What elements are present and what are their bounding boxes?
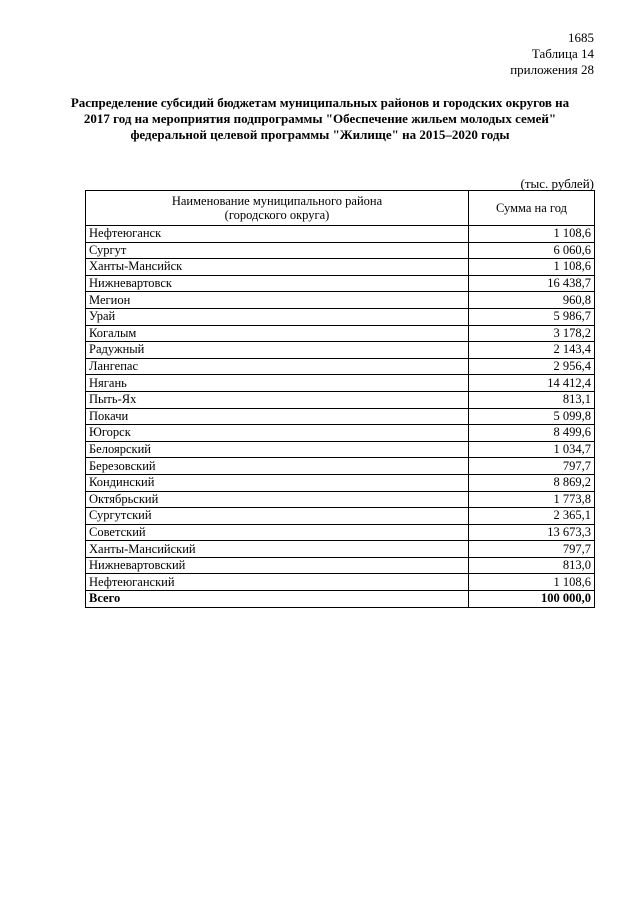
row-amount: 797,7 [469, 541, 595, 558]
total-row [86, 591, 595, 608]
row-amount: 5 986,7 [469, 308, 595, 325]
table-row [86, 441, 595, 458]
table-row [86, 474, 595, 491]
row-name: Когалым [86, 325, 469, 342]
table-row [86, 275, 595, 292]
units-label: (тыс. рублей) [520, 176, 594, 191]
row-amount: 1 108,6 [469, 226, 595, 243]
row-name: Нефтеюганский [86, 574, 469, 591]
row-name: Ханты-Мансийск [86, 259, 469, 276]
table-row [86, 391, 595, 408]
row-amount: 16 438,7 [469, 275, 595, 292]
table-header-row [86, 191, 595, 226]
row-amount: 813,0 [469, 557, 595, 574]
table-row [86, 557, 595, 574]
table-row [86, 491, 595, 508]
table-row [86, 375, 595, 392]
row-amount: 2 143,4 [469, 342, 595, 359]
table-row [86, 308, 595, 325]
row-amount: 1 034,7 [469, 441, 595, 458]
row-amount: 6 060,6 [469, 242, 595, 259]
row-amount: 1 773,8 [469, 491, 595, 508]
column-header-name-line2: (городского округа) [224, 208, 330, 222]
table-label: Таблица 14 [531, 46, 594, 61]
row-name: Нягань [86, 375, 469, 392]
row-amount: 813,1 [469, 391, 595, 408]
row-amount: 8 499,6 [469, 425, 595, 442]
page-number: 1685 [568, 30, 594, 45]
row-name: Лангепас [86, 358, 469, 375]
row-amount: 960,8 [469, 292, 595, 309]
table-row [86, 342, 595, 359]
row-name: Кондинский [86, 474, 469, 491]
row-name: Покачи [86, 408, 469, 425]
table-row [86, 425, 595, 442]
row-amount: 13 673,3 [469, 524, 595, 541]
row-name: Советский [86, 524, 469, 541]
row-name: Березовский [86, 458, 469, 475]
row-amount: 3 178,2 [469, 325, 595, 342]
row-name: Нефтеюганск [86, 226, 469, 243]
row-name: Пыть-Ях [86, 391, 469, 408]
row-name: Ханты-Мансийский [86, 541, 469, 558]
row-name: Октябрьский [86, 491, 469, 508]
total-label: Всего [86, 591, 469, 608]
row-amount: 1 108,6 [469, 574, 595, 591]
column-header-amount: Сумма на год [469, 191, 595, 226]
table-row [86, 325, 595, 342]
table-row [86, 508, 595, 525]
row-name: Нижневартовск [86, 275, 469, 292]
table-row [86, 524, 595, 541]
table-row [86, 358, 595, 375]
row-amount: 2 956,4 [469, 358, 595, 375]
table-row [86, 458, 595, 475]
row-name: Мегион [86, 292, 469, 309]
table-row [86, 242, 595, 259]
appendix-label: приложения 28 [510, 62, 594, 77]
subsidy-table [85, 190, 595, 608]
row-name: Сургутский [86, 508, 469, 525]
column-header-name [86, 191, 469, 226]
table-reference [510, 46, 594, 78]
row-name: Белоярский [86, 441, 469, 458]
row-name: Сургут [86, 242, 469, 259]
row-amount: 797,7 [469, 458, 595, 475]
table-row [86, 408, 595, 425]
row-amount: 14 412,4 [469, 375, 595, 392]
document-title: Распределение субсидий бюджетам муниципальных районов и городских округов на 2017 год на мероприятия подпрограммы "Обеспечение жильем молодых семей" федеральной целевой программы "Жилище" на 2015–2020 годы [70, 95, 570, 142]
row-name: Югорск [86, 425, 469, 442]
table-row [86, 541, 595, 558]
row-amount: 5 099,8 [469, 408, 595, 425]
table-row [86, 292, 595, 309]
row-amount: 8 869,2 [469, 474, 595, 491]
row-amount: 1 108,6 [469, 259, 595, 276]
table-row [86, 574, 595, 591]
row-amount: 2 365,1 [469, 508, 595, 525]
table-row [86, 259, 595, 276]
row-name: Радужный [86, 342, 469, 359]
row-name: Урай [86, 308, 469, 325]
row-name: Нижневартовский [86, 557, 469, 574]
table-row [86, 226, 595, 243]
total-amount: 100 000,0 [469, 591, 595, 608]
column-header-name-line1: Наименование муниципального района [171, 194, 383, 208]
